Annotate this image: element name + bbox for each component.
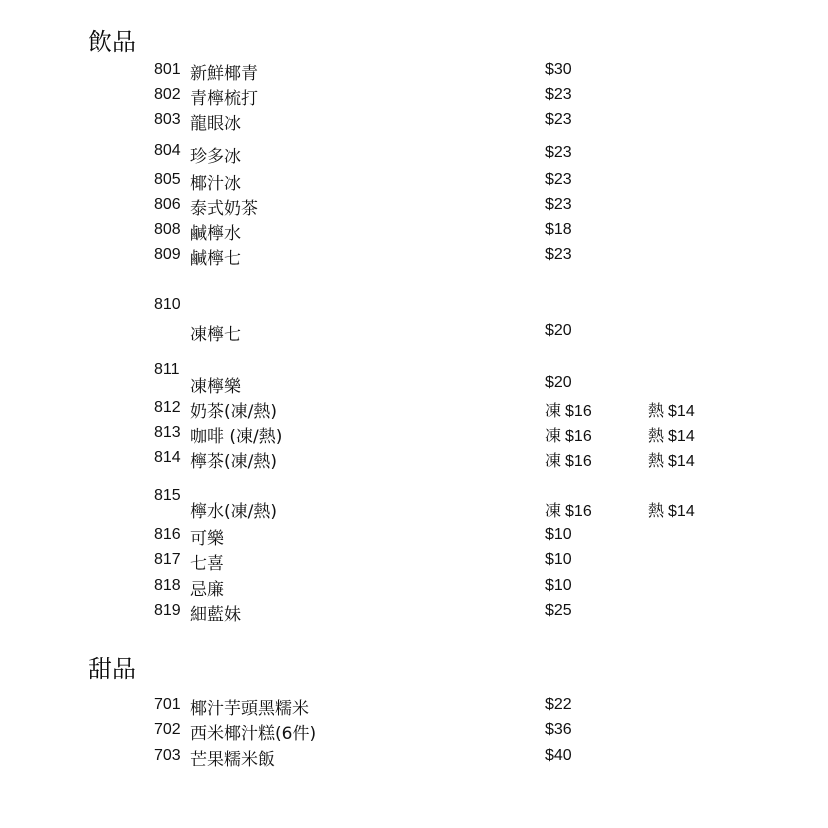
hot-label: 熱	[648, 501, 665, 520]
cold-price	[545, 398, 592, 421]
menu-item	[0, 694, 828, 718]
item-name: 芒果糯米飯	[190, 750, 275, 770]
item-code: 810	[154, 296, 181, 313]
menu-item	[0, 361, 828, 397]
item-code: 806	[154, 196, 181, 213]
item-name: 西米椰汁糕(6件)	[190, 724, 317, 744]
item-code: 801	[154, 61, 181, 78]
menu-item	[0, 169, 828, 193]
item-name: 泰式奶茶	[190, 199, 258, 219]
hot-label: 熱	[648, 426, 665, 445]
cold-label: 凍	[545, 501, 562, 520]
menu-item	[0, 422, 828, 446]
item-code: 819	[154, 602, 181, 619]
cold-price-value: $16	[565, 428, 592, 445]
menu-item	[0, 575, 828, 599]
cold-price	[545, 423, 592, 446]
item-code: 816	[154, 526, 181, 543]
hot-price-value: $14	[668, 403, 695, 420]
item-price: $23	[545, 246, 572, 263]
cold-label: 凍	[545, 451, 562, 470]
menu-item	[0, 524, 828, 548]
menu-item	[0, 219, 828, 243]
item-name: 鹹檸七	[190, 249, 241, 269]
menu-item	[0, 59, 828, 83]
item-name: 可樂	[190, 529, 224, 549]
item-code: 703	[154, 747, 181, 764]
item-name: 凍檸七	[190, 325, 241, 345]
item-name: 檸茶(凍/熱)	[190, 452, 277, 472]
item-code: 813	[154, 424, 181, 441]
hot-price-value: $14	[668, 428, 695, 445]
menu-item	[0, 600, 828, 624]
cold-price	[545, 448, 592, 471]
item-name: 新鮮椰青	[190, 64, 258, 84]
item-price: $23	[545, 86, 572, 103]
item-price: $10	[545, 526, 572, 543]
menu-item	[0, 487, 828, 523]
item-name: 凍檸樂	[190, 377, 241, 397]
item-code: 701	[154, 696, 181, 713]
item-name: 椰汁冰	[190, 174, 241, 194]
hot-label: 熱	[648, 451, 665, 470]
menu-item	[0, 109, 828, 133]
cold-price-value: $16	[565, 503, 592, 520]
item-price: $30	[545, 61, 572, 78]
menu-item	[0, 549, 828, 573]
item-price: $36	[545, 721, 572, 738]
item-code: 811	[154, 361, 180, 378]
item-name: 椰汁芋頭黑糯米	[190, 699, 309, 719]
item-price: $40	[545, 747, 572, 764]
hot-price	[648, 498, 695, 521]
item-name: 檸水(凍/熱)	[190, 502, 277, 522]
item-price: $20	[545, 374, 572, 391]
hot-price	[648, 448, 695, 471]
item-code: 815	[154, 487, 181, 504]
menu-item	[0, 296, 828, 346]
item-price: $23	[545, 144, 572, 161]
cold-price	[545, 498, 592, 521]
item-name: 細藍妹	[190, 605, 241, 625]
hot-price-value: $14	[668, 503, 695, 520]
item-price: $25	[545, 602, 572, 619]
item-code: 817	[154, 551, 181, 568]
item-name: 奶茶(凍/熱)	[190, 402, 277, 422]
item-name: 青檸梳打	[190, 89, 258, 109]
hot-label: 熱	[648, 401, 665, 420]
cold-label: 凍	[545, 401, 562, 420]
section-title-desserts: 甜品	[88, 655, 136, 683]
menu-item	[0, 142, 828, 166]
item-code: 803	[154, 111, 181, 128]
item-price: $23	[545, 111, 572, 128]
item-price: $22	[545, 696, 572, 713]
item-code: 808	[154, 221, 181, 238]
menu-item	[0, 745, 828, 769]
item-name: 咖啡 (凍/熱)	[190, 427, 283, 447]
item-price: $10	[545, 577, 572, 594]
item-price: $23	[545, 171, 572, 188]
item-name: 忌廉	[190, 580, 224, 600]
menu-item	[0, 447, 828, 471]
item-code: 805	[154, 171, 181, 188]
item-code: 809	[154, 246, 181, 263]
item-code: 802	[154, 86, 181, 103]
item-name: 珍多冰	[190, 147, 241, 167]
hot-price	[648, 423, 695, 446]
item-code: 702	[154, 721, 181, 738]
hot-price-value: $14	[668, 453, 695, 470]
section-title-drinks: 飲品	[88, 28, 136, 56]
menu-item	[0, 719, 828, 743]
item-name: 龍眼冰	[190, 114, 241, 134]
item-code: 818	[154, 577, 181, 594]
menu-item	[0, 194, 828, 218]
menu-item	[0, 84, 828, 108]
hot-price	[648, 398, 695, 421]
item-code: 814	[154, 449, 181, 466]
item-price: $10	[545, 551, 572, 568]
cold-price-value: $16	[565, 403, 592, 420]
cold-label: 凍	[545, 426, 562, 445]
menu-item	[0, 244, 828, 268]
item-price: $23	[545, 196, 572, 213]
item-price: $20	[545, 322, 572, 339]
cold-price-value: $16	[565, 453, 592, 470]
menu-item	[0, 397, 828, 421]
item-code: 804	[154, 142, 181, 159]
item-name: 七喜	[190, 554, 224, 574]
item-code: 812	[154, 399, 181, 416]
item-name: 鹹檸水	[190, 224, 241, 244]
item-price: $18	[545, 221, 572, 238]
